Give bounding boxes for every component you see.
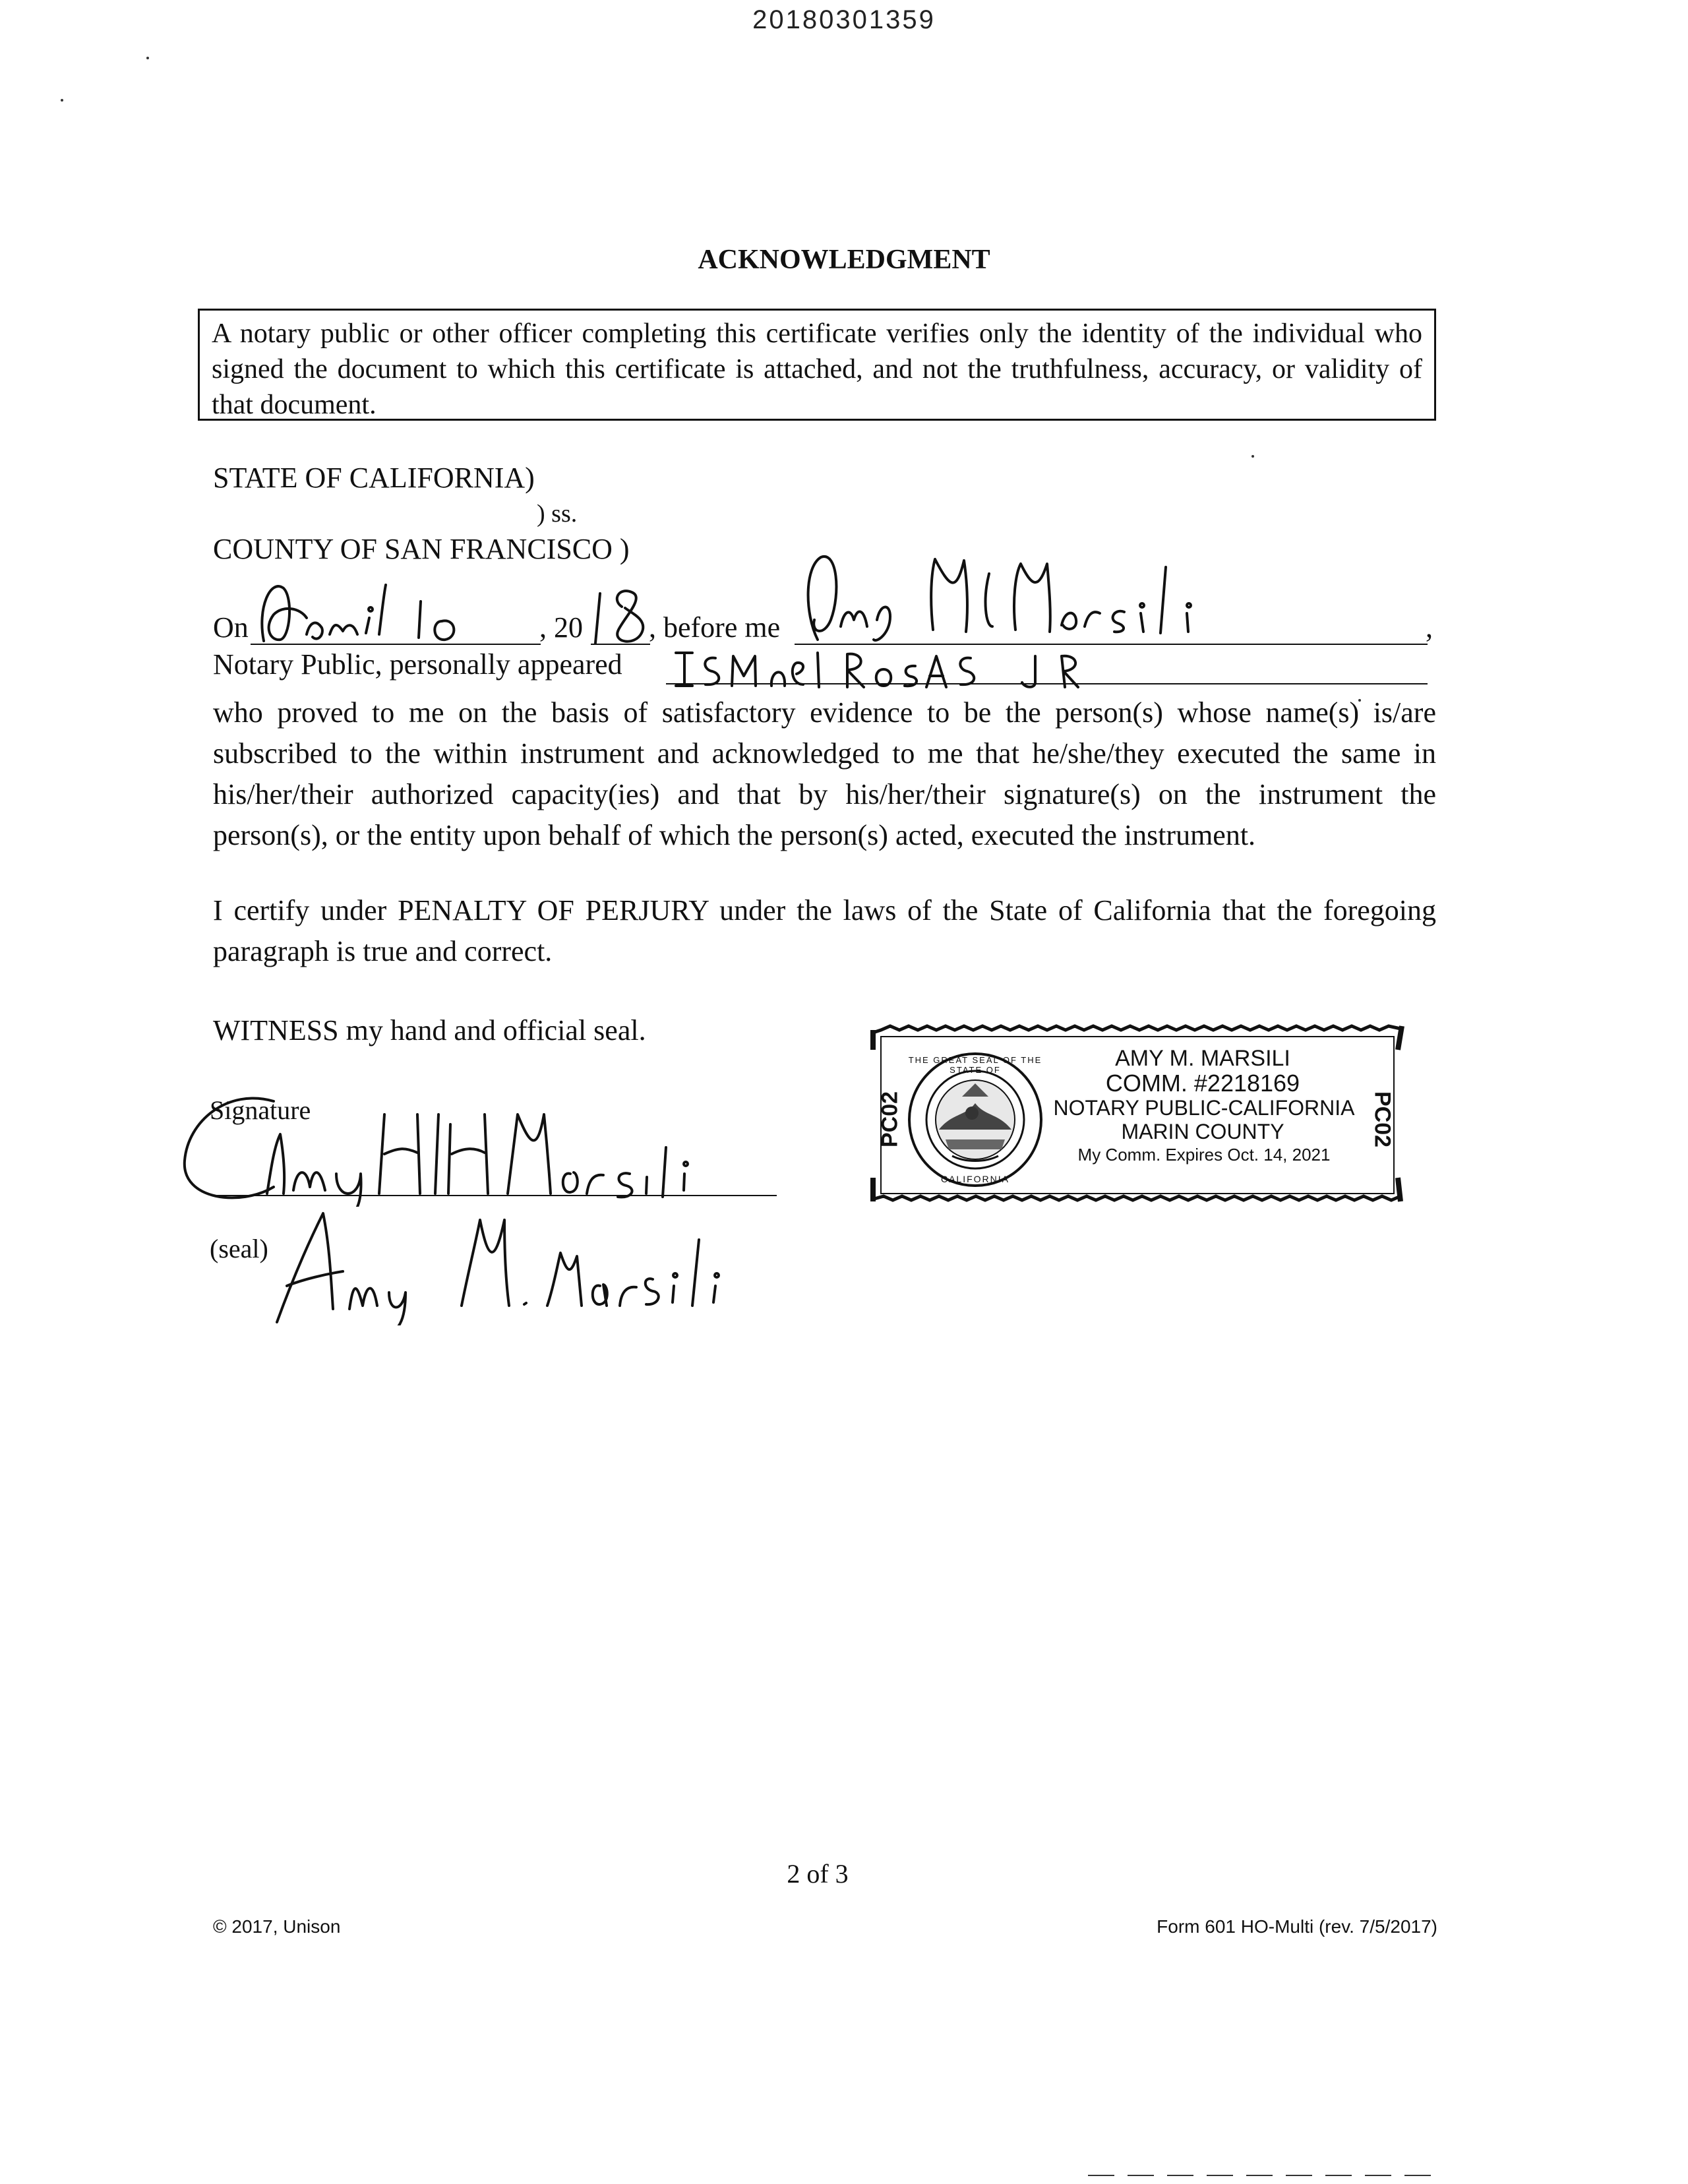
- ss-line: ) ss.: [537, 500, 578, 528]
- stamp-code-right: PC02: [1370, 1091, 1395, 1148]
- handwritten-appeared-name: [666, 646, 1141, 692]
- page-number: 2 of 3: [787, 1859, 849, 1889]
- seal-text-bottom: CALIFORNIA: [940, 1174, 1010, 1184]
- footer-form-id: Form 601 HO-Multi (rev. 7/5/2017): [1157, 1916, 1437, 1937]
- notary-stamp: [866, 1021, 1408, 1209]
- on-label: On: [213, 611, 249, 644]
- handwritten-notary-name: [791, 547, 1266, 646]
- year-prefix: , 20: [539, 611, 583, 644]
- stamp-expires: My Comm. Expires Oct. 14, 2021: [1077, 1145, 1331, 1165]
- seal-text-top: THE GREAT SEAL OF THE STATE OF: [908, 1055, 1042, 1075]
- stamp-county: MARIN COUNTY: [1121, 1120, 1284, 1143]
- stamp-title: NOTARY PUBLIC-CALIFORNIA: [1053, 1096, 1355, 1120]
- handwritten-printed-name: [270, 1194, 771, 1325]
- witness-line: WITNESS my hand and official seal.: [213, 1014, 646, 1046]
- scan-speck: [61, 99, 63, 102]
- handwritten-date: [244, 568, 481, 648]
- notice-box: A notary public or other officer completing this certificate verifies only the identity of the individual who signed the document to which this certificate is attached, and not the truthfulness, accuracy, or validity of that document.: [198, 309, 1436, 421]
- stamp-code-left: PC02: [877, 1091, 903, 1148]
- before-me-label: , before me: [649, 611, 781, 644]
- perjury-paragraph: I certify under PENALTY OF PERJURY under the laws of the State of California that the foregoing paragraph is true and correct.: [213, 894, 1436, 967]
- page-title: ACKNOWLEDGMENT: [698, 245, 990, 275]
- scan-artifact-line: [1088, 2175, 1444, 2176]
- body-paragraph: who proved to me on the basis of satisfactory evidence to be the person(s) whose name(s) is/are subscribed to the within instrument and acknowledged to me that he/she/they executed the same in his/her/their authorized capacity(ies) and that by his/her/their signature(s) on the instrument the person(s), or the entity upon behalf of which the person(s) acted, executed the instrument.: [213, 696, 1436, 851]
- handwritten-year: [586, 580, 658, 646]
- county-line: COUNTY OF SAN FRANCISCO ): [213, 533, 630, 565]
- state-line: STATE OF CALIFORNIA): [213, 462, 535, 494]
- stamp-name: AMY M. MARSILI: [1115, 1046, 1290, 1071]
- stamp-commission: COMM. #2218169: [1105, 1070, 1300, 1097]
- seal-label: (seal): [210, 1234, 268, 1263]
- signature-label: Signature: [210, 1095, 311, 1125]
- footer-copyright: © 2017, Unison: [213, 1916, 341, 1937]
- scan-speck: [146, 57, 149, 59]
- handwritten-signature: [175, 1075, 715, 1207]
- trailing-comma: ,: [1426, 611, 1433, 644]
- scan-speck: [1251, 455, 1254, 458]
- document-number: 20180301359: [752, 5, 936, 34]
- notary-label: Notary Public, personally appeared: [213, 648, 622, 681]
